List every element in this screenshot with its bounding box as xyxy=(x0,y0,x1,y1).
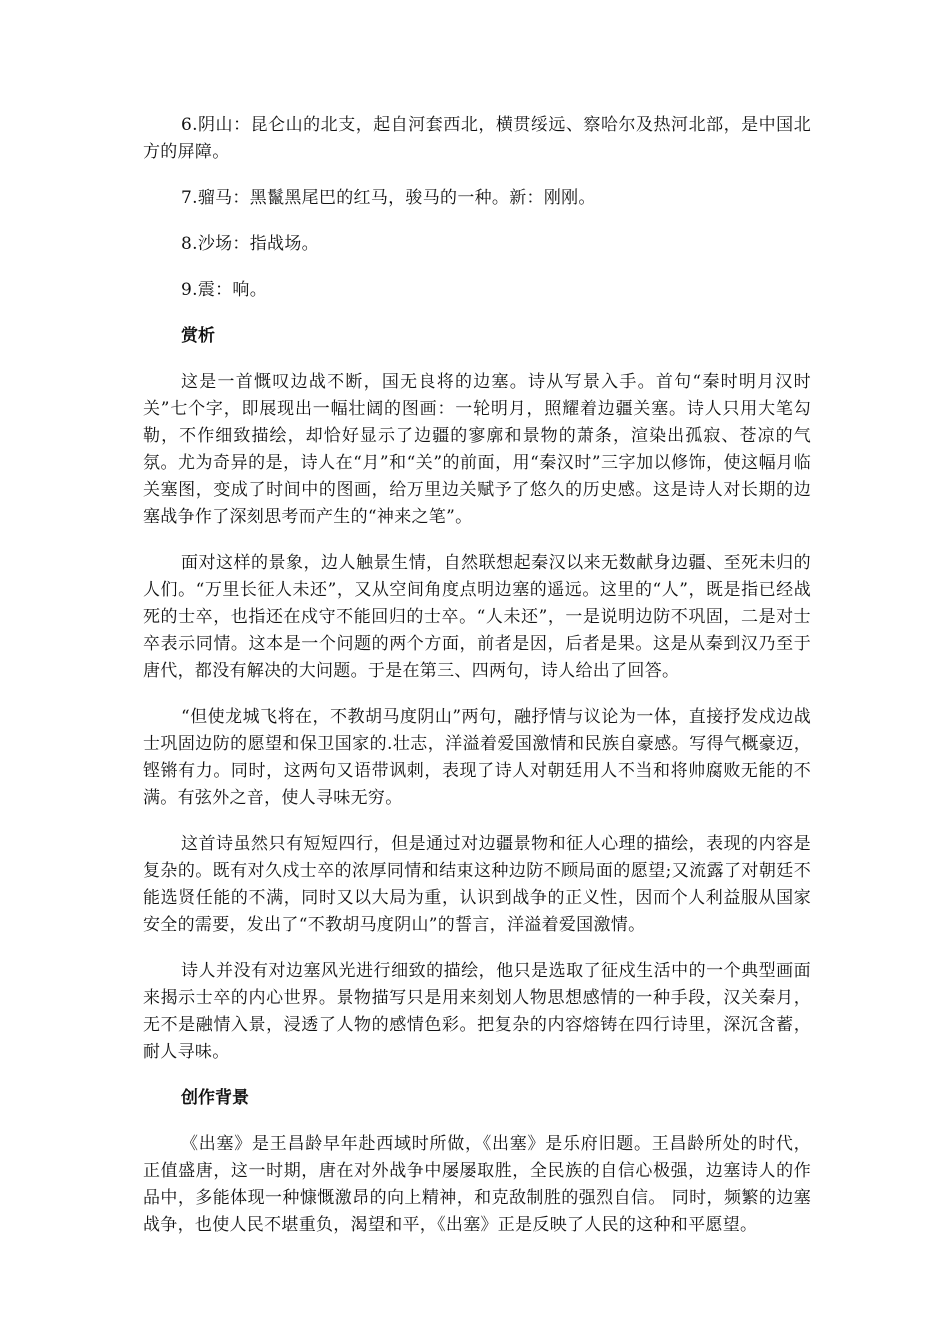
appreciation-paragraph-2: 面对这样的景象，边人触景生情，自然联想起秦汉以来无数献身边疆、至死未归的人们。“万里长征人未还”，又从空间角度点明边塞的遥远。这里的“人”，既是指已经战死的士卒，也指还在戍守不能回归的士卒。“人未还”，一是说明边防不巩固，二是对士卒表示同情。这本是一个问题的两个方面，前者是因，后者是果。这是从秦到汉乃至于唐代，都没有解决的大问题。于是在第三、四两句，诗人给出了回答。 xyxy=(143,553,811,681)
note-8: 8.沙场：指战场。 xyxy=(181,234,319,254)
appreciation-paragraph-1: 这是一首慨叹边战不断，国无良将的边塞。诗从写景入手。首句“秦时明月汉时关”七个字，即展现出一幅壮阔的图画：一轮明月，照耀着边疆关塞。诗人只用大笔勾勒，不作细致描绘，却恰好显示了边疆的寥廓和景物的萧条，渲染出孤寂、苍凉的气氛。尤为奇异的是，诗人在“月”和“关”的前面，用“秦汉时”三字加以修饰，使这幅月临关塞图，变成了时间中的图画，给万里边关赋予了悠久的历史感。这是诗人对长期的边塞战争作了深刻思考而产生的“神来之笔”。 xyxy=(143,372,811,527)
appreciation-paragraph-3: “但使龙城飞将在，不教胡马度阴山”两句，融抒情与议论为一体，直接抒发戍边战士巩固边防的愿望和保卫国家的.壮志，洋溢着爱国激情和民族自豪感。写得气概豪迈，铿锵有力。同时，这两句又语带讽刺，表现了诗人对朝廷用人不当和将帅腐败无能的不满。有弦外之音，使人寻味无穷。 xyxy=(143,707,811,808)
background-heading: 创作背景 xyxy=(181,1088,249,1108)
note-7: 7.骝马：黑鬣黑尾巴的红马，骏马的一种。新：刚刚。 xyxy=(181,188,596,208)
note-6: 6.阴山：昆仑山的北支，起自河套西北，横贯绥远、察哈尔及热河北部，是中国北方的屏障。 xyxy=(143,115,811,162)
appreciation-heading: 赏析 xyxy=(181,326,215,346)
appreciation-paragraph-4: 这首诗虽然只有短短四行，但是通过对边疆景物和征人心理的描绘，表现的内容是复杂的。既有对久戍士卒的浓厚同情和结束这种边防不顾局面的愿望;又流露了对朝廷不能选贤任能的不满，同时又以大局为重，认识到战争的正义性，因而个人利益服从国家安全的需要，发出了“不教胡马度阴山”的誓言，洋溢着爱国激情。 xyxy=(143,834,811,935)
note-9: 9.震：响。 xyxy=(181,280,268,300)
background-paragraph-1: 《出塞》是王昌龄早年赴西域时所做，《出塞》是乐府旧题。王昌龄所处的时代，正值盛唐，这一时期，唐在对外战争中屡屡取胜，全民族的自信心极强，边塞诗人的作品中，多能体现一种慷慨激昂的向上精神，和克敌制胜的强烈自信。 同时，频繁的边塞战争，也使人民不堪重负，渴望和平，《出塞》正是反映了人民的这种和平愿望。 xyxy=(143,1134,811,1235)
appreciation-paragraph-5: 诗人并没有对边塞风光进行细致的描绘，他只是选取了征戍生活中的一个典型画面来揭示士卒的内心世界。景物描写只是用来刻划人物思想感情的一种手段，汉关秦月，无不是融情入景，浸透了人物的感情色彩。把复杂的内容熔铸在四行诗里，深沉含蓄，耐人寻味。 xyxy=(143,961,811,1062)
document-page xyxy=(143,112,811,1258)
